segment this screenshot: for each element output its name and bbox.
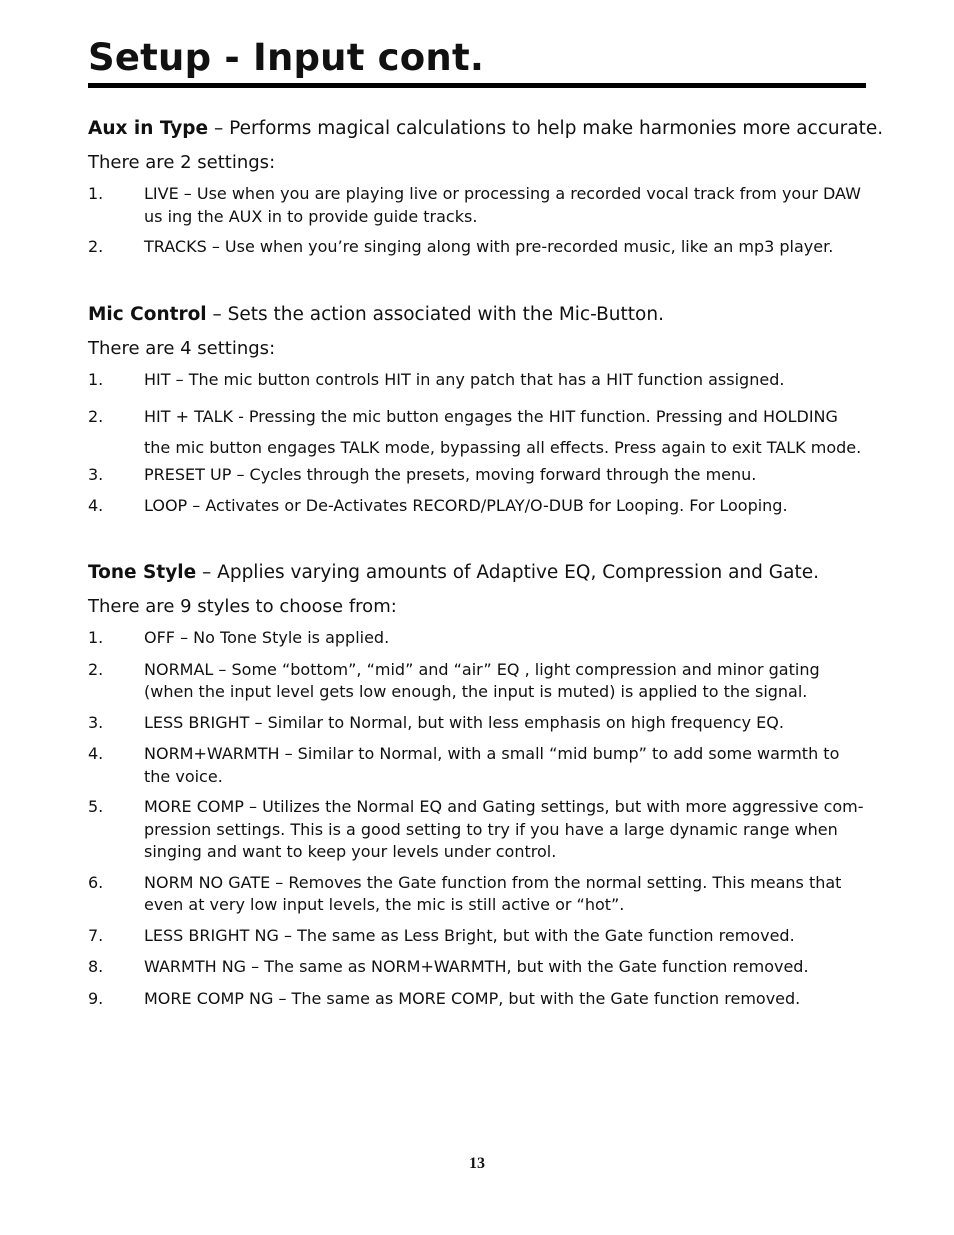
list-item [88, 925, 866, 948]
list-item [88, 236, 866, 259]
item-text: HIT – The mic button controls HIT in any patch that has a HIT function assigned. [144, 370, 785, 389]
item-text: LESS BRIGHT NG – The same as Less Bright, but with the Gate function removed. [144, 925, 795, 945]
list-item [88, 495, 866, 518]
item-text: NORM NO GATE – Removes the Gate function from the normal setting. This means that even at very low input levels, the mic is still active or “hot”. [144, 872, 842, 914]
list-item [88, 712, 866, 735]
item-number: 8. [88, 957, 104, 976]
item-text: OFF – No Tone Style is applied. [144, 628, 390, 647]
item-number: 1. [88, 370, 104, 389]
section-tone-style [88, 561, 866, 1010]
item-text: LOOP – Activates or De-Activates RECORD/PLAY/O-DUB for Looping. For Looping. [144, 496, 788, 515]
page-number: 13 [469, 1155, 485, 1172]
section-heading [88, 303, 866, 327]
item-number: 2. [88, 659, 104, 679]
item-text: LIVE – Use when you are playing live or processing a recorded vocal track from your DAW us ing the AUX in to provide guide tracks. [144, 184, 861, 226]
item-number: 2. [88, 237, 104, 256]
item-text: PRESET UP – Cycles through the presets, moving forward through the menu. [144, 464, 757, 484]
item-number: 4. [88, 496, 104, 515]
section-term: Mic Control [88, 304, 207, 325]
item-number: 3. [88, 712, 104, 732]
settings-list [88, 369, 866, 518]
section-aux-in-type [88, 117, 884, 259]
section-mic-control [88, 303, 866, 518]
section-term: Tone Style [88, 562, 197, 583]
section-description: – Performs magical calculations to help make harmonies more accurate. [208, 118, 884, 139]
item-number: 9. [88, 988, 104, 1008]
item-number: 2. [88, 406, 104, 426]
item-number: 6. [88, 872, 104, 892]
section-term: Aux in Type [88, 118, 209, 139]
list-item [88, 401, 866, 463]
styles-list [88, 627, 866, 1010]
list-item [88, 956, 866, 979]
item-text: NORM+WARMTH – Similar to Normal, with a small “mid bump” to add some warmth to the voice. [144, 744, 840, 786]
item-number: 7. [88, 925, 104, 945]
item-text: MORE COMP NG – The same as MORE COMP, but with the Gate function removed. [144, 988, 801, 1008]
section-intro: There are 4 settings: [88, 338, 276, 359]
item-text: NORMAL – Some “bottom”, “mid” and “air” EQ , light compression and minor gating (when the input level gets low enough, the input is muted) is applied to the signal. [144, 659, 820, 701]
list-item [88, 464, 866, 487]
list-item [88, 988, 866, 1011]
title-underline [88, 83, 866, 88]
section-intro: There are 9 styles to choose from: [88, 596, 397, 617]
item-number: 1. [88, 628, 104, 647]
list-item [88, 183, 866, 228]
item-text: TRACKS – Use when you’re singing along with pre-recorded music, like an mp3 player. [144, 237, 834, 256]
section-intro: There are 2 settings: [88, 152, 276, 173]
settings-list [88, 183, 866, 259]
list-item [88, 872, 866, 917]
list-item [88, 627, 866, 650]
list-item [88, 659, 866, 704]
item-number: 1. [88, 184, 104, 203]
section-description: – Sets the action associated with the Mic-Button. [206, 304, 664, 325]
item-number: 3. [88, 464, 104, 484]
list-item [88, 369, 866, 392]
item-text: WARMTH NG – The same as NORM+WARMTH, but with the Gate function removed. [144, 957, 809, 976]
section-description: – Applies varying amounts of Adaptive EQ, Compression and Gate. [196, 562, 819, 583]
section-heading [88, 561, 866, 585]
item-number: 5. [88, 797, 104, 816]
item-text: MORE COMP – Utilizes the Normal EQ and Gating settings, but with more aggressive com- pression settings. This is a good setting to try if you have a large dynamic range when singing and want to keep your levels under control. [144, 797, 864, 861]
item-text: LESS BRIGHT – Similar to Normal, but with less emphasis on high frequency EQ. [144, 712, 784, 732]
item-number: 4. [88, 744, 104, 763]
list-item [88, 796, 866, 864]
list-item [88, 743, 866, 788]
item-text: HIT + TALK - Pressing the mic button engages the HIT function. Pressing and HOLDING the mic button engages TALK mode, bypassing all effects. Press again to exit TALK mode. [144, 406, 862, 457]
section-heading [88, 117, 884, 141]
page-title: Setup - Input cont. [88, 36, 485, 79]
